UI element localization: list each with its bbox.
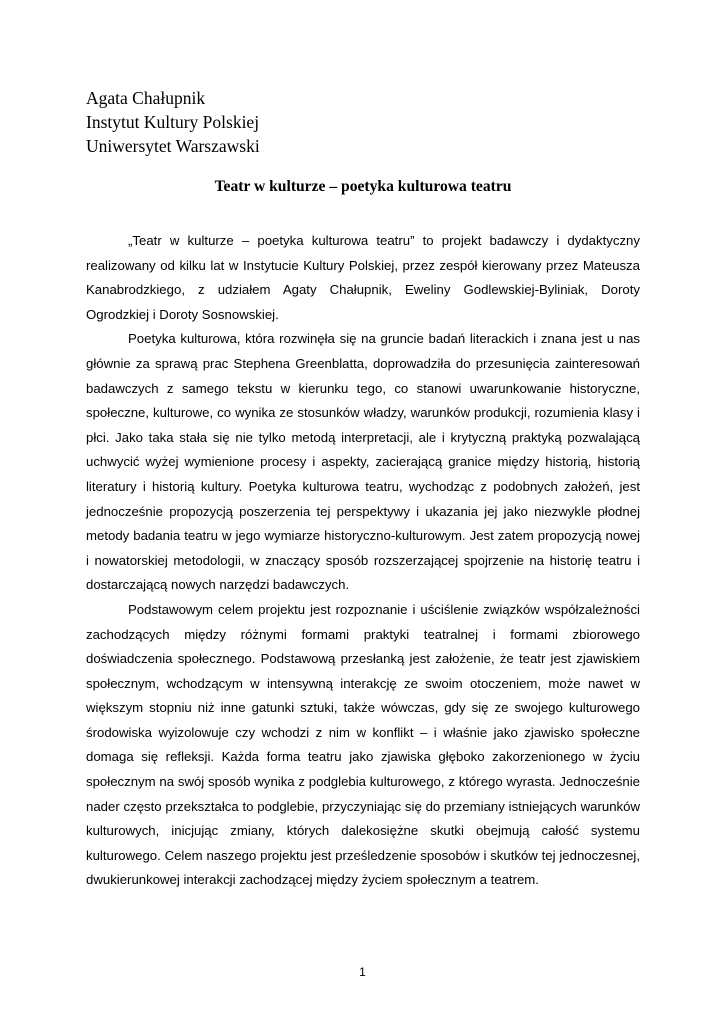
document-title: Teatr w kulturze – poetyka kulturowa teatru — [214, 178, 512, 195]
author-institution: Instytut Kultury Polskiej — [86, 112, 260, 132]
paragraph-1: „Teatr w kulturze – poetyka kulturowa teatru” to projekt badawczy i dydaktyczny realizowany od kilku lat w Instytucie Kultury Polskiej, przez zespół kierowany przez Mateusza Kanabrodzkiego, z udziałem Agaty Chałupnik, Eweliny Godlewskiej-Byliniak, Doroty Ogrodzkiej i Doroty Sosnowskiej. — [86, 233, 640, 322]
page-number: 1 — [359, 965, 366, 979]
author-name: Agata Chałupnik — [86, 88, 206, 108]
author-block — [86, 86, 260, 158]
paragraph-3: Podstawowym celem projektu jest rozpoznanie i uściślenie związków współzależności zachodzących między różnymi formami praktyki teatralnej i formami zbiorowego doświadczenia społecznego. Podstawową przesłanką jest założenie, że teatr jest zjawiskiem społecznym, wchodzącym w intensywną interakcję ze swoim otoczeniem, może nawet w większym stopniu niż inne gatunki sztuki, także wówczas, gdy się ze swojego kulturowego środowiska wyizolowuje czy wchodzi z nim w konflikt – i właśnie jako zjawisko społeczne domaga się refleksji. Każda forma teatru jako zjawiska głęboko zakorzenionego w życiu społecznym na swój sposób wynika z podglebia kulturowego, z którego wyrasta. Jednocześnie nader często przekształca to podglebie, przyczyniając się do przemiany istniejących warunków kulturowych, inicjując zmiany, których dalekosiężne skutki obejmują całość systemu kulturowego. Celem naszego projektu jest prześledzenie sposobów i skutków tej jednoczesnej, dwukierunkowej interakcji zachodzącej między życiem społecznym a teatrem. — [86, 601, 640, 888]
paragraph-2: Poetyka kulturowa, która rozwinęła się na gruncie badań literackich i znana jest u nas głównie za sprawą prac Stephena Greenblatta, doprowadziła do przesunięcia zainteresowań badawczych z samego tekstu w kierunku tego, co stanowi uwarunkowanie historyczne, społeczne, kulturowe, co wynika ze stosunków władzy, warunków produkcji, rozumienia klasy i płci. Jako taka stała się nie tylko metodą interpretacji, ale i krytyczną praktyką pozwalającą uchwycić wyżej wymienione procesy i aspekty, zacierającą granice między historią, historią literatury i historią kultury. Poetyka kulturowa teatru, wychodząc z podobnych założeń, jest jednocześnie propozycją poszerzenia tej perspektywy i ukazania jej jako niezwykle płodnej metody badania teatru w jego wymiarze historyczno-kulturowym. Jest zatem propozycją nowej i nowatorskiej metodologii, w znaczący sposób rozszerzającej spojrzenie na historię teatru i dostarczającą nowych narzędzi badawczych. — [86, 331, 640, 593]
author-university: Uniwersytet Warszawski — [86, 136, 260, 156]
document-body — [86, 229, 640, 893]
